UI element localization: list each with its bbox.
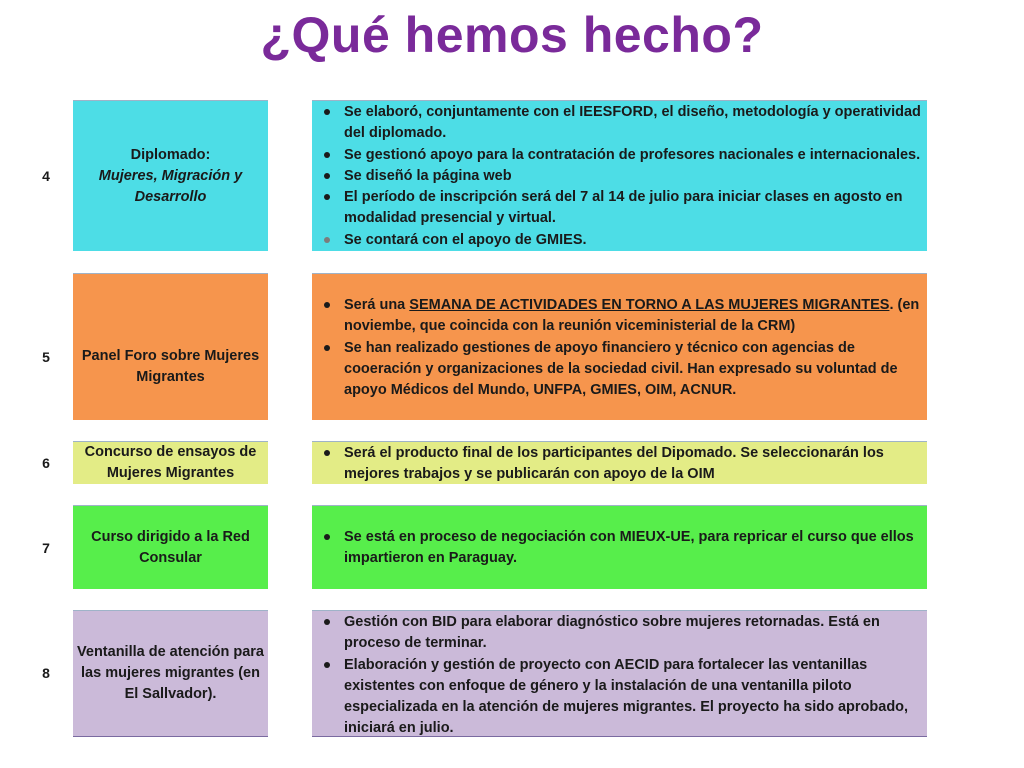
list-item: Gestión con BID para elaborar diagnóstico sobre mujeres retornadas. Está en proceso de terminar. — [320, 612, 921, 655]
activity-detail — [312, 273, 927, 420]
bullet-text: Será una — [344, 297, 410, 313]
activity-label — [73, 100, 268, 251]
activity-label: Concurso de ensayos de Mujeres Migrantes — [73, 441, 268, 484]
row-number: 5 — [42, 349, 50, 365]
list-item: El período de inscripción será del 7 al 14 de julio para iniciar clases en agosto en modalidad presencial y virtual. — [320, 187, 921, 230]
list-item — [320, 295, 921, 338]
row-number: 8 — [42, 665, 50, 681]
activity-label: Ventanilla de atención para las mujeres migrantes (en El Sallvador). — [73, 610, 268, 737]
list-item: Se está en proceso de negociación con MIEUX-UE, para repricar el curso que ellos impartieron en Paraguay. — [320, 527, 921, 570]
row-number: 4 — [42, 168, 50, 184]
list-item: Se diseñó la página web — [320, 166, 921, 187]
activity-label: Panel Foro sobre Mujeres Migrantes — [73, 273, 268, 420]
list-item: Se contará con el apoyo de GMIES. — [320, 230, 921, 251]
activity-label-title: Diplomado: — [130, 146, 211, 163]
list-item: Elaboración y gestión de proyecto con AECID para fortalecer las ventanillas existentes con enfoque de género y la instalación de una ventanilla piloto especializada en la atención de mujeres migrantes. El proyecto ha sido aprobado, iniciará en julio. — [320, 655, 921, 740]
activity-detail — [312, 610, 927, 737]
row-number: 7 — [42, 540, 50, 556]
activity-detail — [312, 441, 927, 484]
page-title: ¿Qué hemos hecho? — [260, 7, 764, 63]
activity-detail — [312, 100, 927, 251]
bullet-text: . (en noviembe, que coincida con la reunión viceministerial de la CRM) — [344, 297, 920, 335]
activity-detail — [312, 505, 927, 589]
activity-label-subtitle: Mujeres, Migración y Desarrollo — [98, 167, 243, 205]
activity-label: Curso dirigido a la Red Consular — [73, 505, 268, 589]
list-item: Será el producto final de los participantes del Dipomado. Se seleccionarán los mejores trabajos y se publicarán con apoyo de la OIM — [320, 443, 921, 486]
highlight-text: SEMANA DE ACTIVIDADES EN TORNO A LAS MUJERES MIGRANTES — [409, 297, 890, 313]
list-item: Se han realizado gestiones de apoyo financiero y técnico con agencias de cooeración y organizaciones de la sociedad civil. Han expresado su voluntad de apoyo Médicos del Mundo, UNFPA, GMIES, OIM, ACNUR. — [320, 338, 921, 402]
row-number: 6 — [42, 455, 50, 471]
list-item: Se elaboró, conjuntamente con el IEESFORD, el diseño, metodología y operatividad del diplomado. — [320, 102, 921, 145]
list-item: Se gestionó apoyo para la contratación de profesores nacionales e internacionales. — [320, 145, 921, 166]
